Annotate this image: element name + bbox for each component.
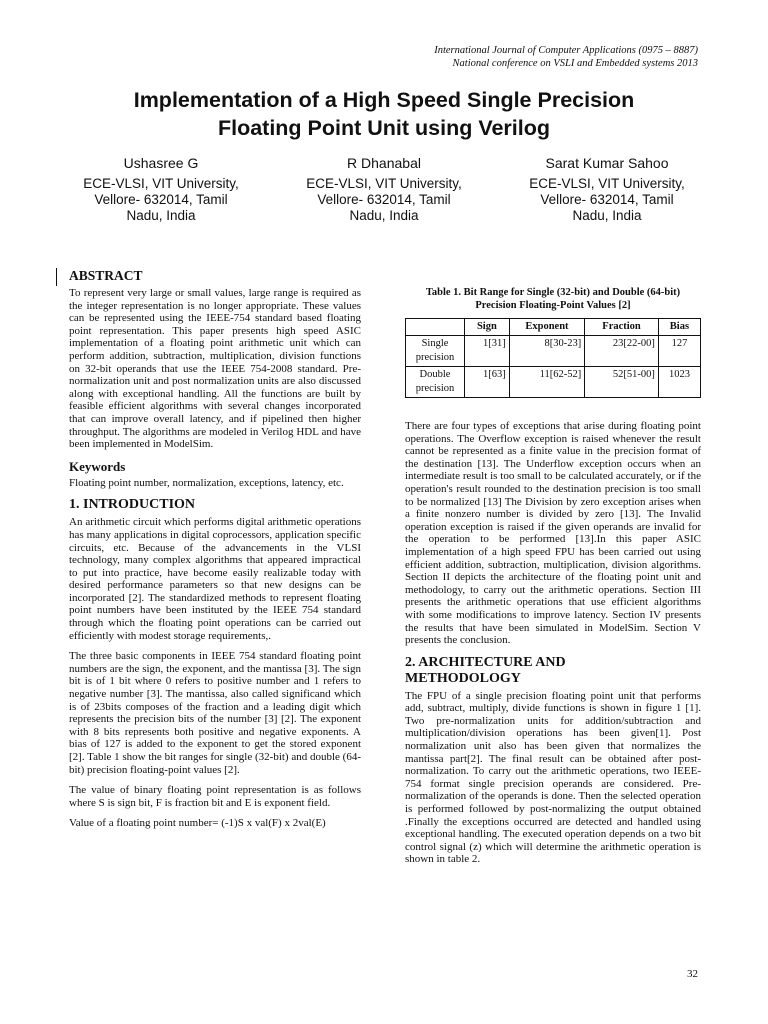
author-name: Sarat Kumar Sahoo <box>545 155 669 171</box>
architecture-heading <box>405 655 701 687</box>
journal-line-1: International Journal of Computer Applications (0975 – 8887) <box>434 45 698 56</box>
right-column <box>405 287 701 874</box>
table-1 <box>405 318 701 398</box>
introduction-heading: 1. INTRODUCTION <box>69 497 196 513</box>
table-row-label: Double precision <box>406 367 465 398</box>
author-affiliation: ECE-VLSI, VIT University, <box>83 176 239 191</box>
table-header-cell <box>406 319 465 336</box>
author-affiliation: Vellore- 632014, Tamil <box>317 192 451 207</box>
abstract-heading: ABSTRACT <box>69 268 143 283</box>
table-1-caption: Table 1. Bit Range for Single (32-bit) and Double (64-bit) Precision Floating-Point Values [2] <box>425 287 681 311</box>
table-row-label: Single precision <box>406 336 465 367</box>
author-2 <box>279 155 489 224</box>
abstract-text: To represent very large or small values, large range is required as the integer representation is no longer appropriate. These values can be represented using the IEEE-754 standard based floating point representation. This paper presents high speed ASIC implementation of a floating point arithmetic unit which can perform addition, subtraction, multiplication, division functions on 32-bit operands that use the IEEE 754-2008 standard. Pre-normalization unit and post normalization units are also discussed along with exceptional handling. All the functions are built by feasible efficient algorithms with several changes incorporated that can improve overall latency, and if pipelined then higher throughput. The algorithms are modeled in Verilog HDL and have been implemented in ModelSim. <box>69 287 361 451</box>
author-affiliation: Vellore- 632014, Tamil <box>94 192 228 207</box>
intro-paragraph-1: An arithmetic circuit which performs digital arithmetic operations has many applications in digital coprocessors, application specific circuits, etc. Because of the advancements in the VLSI technology, many complex algorithms that appeared impractical to put into practice, have become easily realizable today with desired performance parameters so that new designs can be incorporated [2]. The standardized methods to represent floating point numbers have been instituted by the IEEE 754 standard through which the floating point operations can be carried out efficiently with modest storage requirements,. <box>69 516 361 642</box>
author-name: Ushasree G <box>123 155 199 171</box>
title-line-1: Implementation of a High Speed Single Precision <box>133 88 635 112</box>
table-header-cell: Exponent <box>509 319 584 336</box>
author-1 <box>56 155 266 224</box>
title-line-2: Floating Point Unit using Verilog <box>217 116 551 140</box>
page-number: 32 <box>687 968 698 980</box>
author-block <box>56 155 712 224</box>
author-3 <box>502 155 712 224</box>
table-row <box>406 367 701 398</box>
table-cell: 1[31] <box>465 336 510 367</box>
table-cell: 8[30-23] <box>509 336 584 367</box>
table-header-cell: Bias <box>658 319 700 336</box>
exceptions-paragraph: There are four types of exceptions that arise during floating point operations. The Overflow exception is raised whenever the result cannot be represented as a finite value in the precision format of the destination [13]. The Underflow exception occurs when an intermediate result is too small to be calculated accurately, or if the operation's result rounded to the destination precision is too small to be normalized [13] The Division by zero exception arises when a finite nonzero number is divided by zero [13]. The Invalid operation exception is raised if the given operands are invalid for the operation to be performed [13].In this paper ASIC implementation of a high speed FPU has been carried out using efficient addition, subtraction, multiplication, division algorithms. Section II depicts the architecture of the floating point unit and methodology, to carry out the arithmetic operations. Section III presents the arithmetic operations that use efficient algorithms with some modifications to improve latency. Section IV presents the results that have been simulated in ModelSim. Section V presents the conclusion. <box>405 420 701 647</box>
value-formula: Value of a floating point number= (-1)S x val(F) x 2val(E) <box>69 817 326 830</box>
table-header-cell: Sign <box>465 319 510 336</box>
author-affiliation: Vellore- 632014, Tamil <box>540 192 674 207</box>
journal-header <box>278 44 698 70</box>
intro-paragraph-3: The value of binary floating point representation is as follows where S is sign bit, F is fraction bit and E is exponent field. <box>69 784 361 809</box>
author-affiliation: Nadu, India <box>126 208 196 223</box>
author-affiliation: ECE-VLSI, VIT University, <box>529 176 685 191</box>
keywords-heading: Keywords <box>69 458 126 474</box>
table-header-cell: Fraction <box>585 319 659 336</box>
author-affiliation: Nadu, India <box>349 208 419 223</box>
author-name: R Dhanabal <box>347 155 421 171</box>
left-column <box>69 268 361 830</box>
journal-line-2: National conference on VSLI and Embedded systems 2013 <box>452 58 698 69</box>
table-header-row <box>406 319 701 336</box>
keywords-text: Floating point number, normalization, exceptions, latency, etc. <box>69 476 344 489</box>
author-affiliation: ECE-VLSI, VIT University, <box>306 176 462 191</box>
architecture-heading-line-2: METHODOLOGY <box>405 670 521 686</box>
architecture-paragraph: The FPU of a single precision floating point unit that performs add, subtract, multiply, divide functions is shown in figure 1 [1]. Two pre-normalization units for addition/subtraction and multiplication/division operations has been given[1]. Post normalization unit also has been given that normalizes the mantissa part[2]. The final result can be obtained after post-normalization. To carry out the arithmetic operations, two IEEE-754 format single precision operands are considered. Pre-normalization of the operands is done. Then the selected operation is performed followed by post-normalizing the output obtained .Finally the exceptions occurred are detected and handled using exceptional handling. The executed operation depends on a two bit control signal (z) which will determine the arithmetic operation is shown in table 2. <box>405 689 701 866</box>
table-cell: 1[63] <box>465 367 510 398</box>
intro-paragraph-2: The three basic components in IEEE 754 standard floating point numbers are the sign, the exponent, and the mantissa [3]. The sign bit is of 1 bit where 0 refers to positive number and 1 refers to negative number [3]. The mantissa, also called significand which is of 23bits composes of the fraction and a leading digit which represents the precision bits of the number [3] [2]. The exponent with 8 bits represents both positive and negative exponents. A bias of 127 is added to the exponent to get the stored exponent [2]. Table 1 show the bit ranges for single (32-bit) and double (64-bit) precision floating-point values [2]. <box>69 650 361 776</box>
table-cell: 23[22-00] <box>585 336 659 367</box>
change-bar <box>56 268 57 286</box>
author-affiliation: Nadu, India <box>572 208 642 223</box>
architecture-heading-line-1: 2. ARCHITECTURE AND <box>405 654 566 670</box>
table-row <box>406 336 701 367</box>
paper-title <box>60 86 708 142</box>
table-cell: 11[62-52] <box>509 367 584 398</box>
table-cell: 127 <box>658 336 700 367</box>
table-cell: 1023 <box>658 367 700 398</box>
table-cell: 52[51-00] <box>585 367 659 398</box>
